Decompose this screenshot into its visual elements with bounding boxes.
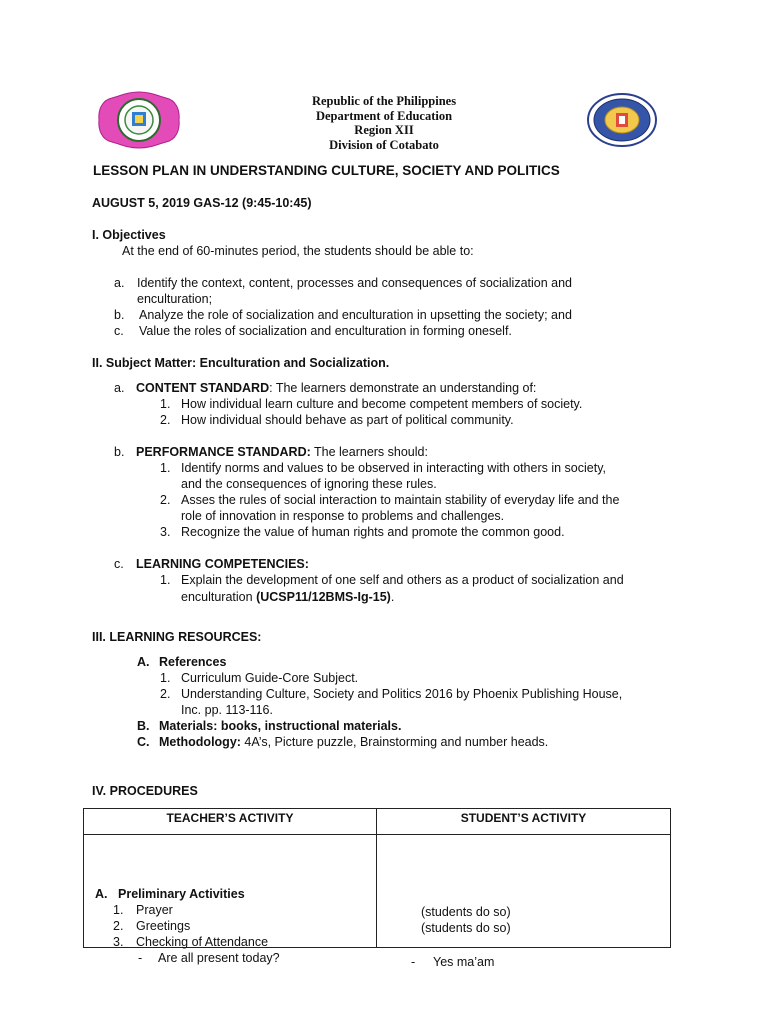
col-student-header: STUDENT’S ACTIVITY xyxy=(377,809,671,835)
performance-standard-text: The learners should: xyxy=(310,445,428,459)
student-activity-cell xyxy=(377,835,671,969)
col-teacher-header: TEACHER’S ACTIVITY xyxy=(84,809,377,835)
list-number: 3. xyxy=(160,525,171,539)
list-number: 2. xyxy=(160,413,171,427)
competency-item: Explain the development of one self and others as a product of socialization and xyxy=(181,573,624,587)
resources-heading: III. LEARNING RESOURCES: xyxy=(92,630,262,644)
list-number: 2. xyxy=(160,493,171,507)
performance-item-1-cont: and the consequences of ignoring these rules. xyxy=(181,477,437,491)
materials: Materials: books, instructional materials. xyxy=(159,719,402,733)
deped-seal xyxy=(587,93,657,147)
student-item-2: (students do so) xyxy=(421,921,511,935)
list-marker: B. xyxy=(137,719,150,733)
list-number: 1. xyxy=(160,461,171,475)
methodology-text: 4A’s, Picture puzzle, Brainstorming and number heads. xyxy=(240,735,549,749)
competency-end: . xyxy=(390,590,395,604)
teacher-sub-question: Are all present today? xyxy=(158,951,280,965)
references-label: References xyxy=(159,655,227,669)
header-country: Republic of the Philippines xyxy=(311,94,457,108)
dash-marker: - xyxy=(411,955,416,969)
procedures-table xyxy=(83,808,671,969)
reference-item-1: Curriculum Guide-Core Subject. xyxy=(181,671,359,685)
methodology-label: Methodology: xyxy=(159,735,241,749)
procedures-heading: IV. PROCEDURES xyxy=(92,784,198,798)
objective-item-a: Identify the context, content, processes and consequences of socialization and xyxy=(137,276,572,290)
list-number: 1. xyxy=(160,671,171,685)
learning-competencies-label: LEARNING COMPETENCIES: xyxy=(136,557,309,571)
teacher-item-prayer: Prayer xyxy=(136,903,173,917)
teacher-item-greetings: Greetings xyxy=(136,919,191,933)
performance-item-3: Recognize the value of human rights and promote the common good. xyxy=(181,525,565,539)
reference-item-2: Understanding Culture, Society and Politics 2016 by Phoenix Publishing House, xyxy=(181,687,623,701)
objective-item-b: Analyze the role of socialization and enculturation in upsetting the society; and xyxy=(139,308,572,322)
date-line: AUGUST 5, 2019 GAS-12 (9:45-10:45) xyxy=(92,196,312,210)
competency-code: (UCSP11/12BMS-Ig-15) xyxy=(256,590,391,604)
header-department: Department of Education xyxy=(315,108,453,123)
content-standard-item-1: How individual learn culture and become competent members of society. xyxy=(181,397,583,411)
section-label: Preliminary Activities xyxy=(118,887,245,901)
objectives-heading: I. Objectives xyxy=(92,228,166,242)
objective-item-c: Value the roles of socialization and enculturation in forming oneself. xyxy=(139,324,512,338)
list-marker: c. xyxy=(114,324,124,338)
list-marker: c. xyxy=(114,557,124,571)
list-marker: A. xyxy=(137,655,150,669)
teacher-item-attendance: Checking of Attendance xyxy=(136,935,269,949)
teacher-activity-cell xyxy=(84,835,377,965)
section-marker: A. xyxy=(95,887,108,901)
dash-marker: - xyxy=(138,951,143,965)
list-marker: C. xyxy=(137,735,150,749)
page-title: LESSON PLAN IN UNDERSTANDING CULTURE, SOCIETY AND POLITICS xyxy=(93,163,560,178)
student-sub-answer: Yes ma’am xyxy=(433,955,495,969)
competency-item-cont xyxy=(181,590,394,604)
objective-item-a-cont: enculturation; xyxy=(137,292,213,306)
list-number: 1. xyxy=(160,397,171,411)
content-standard-label: CONTENT STANDARD xyxy=(136,381,270,395)
list-number: 1. xyxy=(113,903,124,917)
performance-standard-label: PERFORMANCE STANDARD: xyxy=(136,445,311,459)
objectives-intro: At the end of 60-minutes period, the students should be able to: xyxy=(122,244,474,258)
performance-item-2: Asses the rules of social interaction to maintain stability of everyday life and the xyxy=(181,493,620,507)
content-standard-text: : The learners demonstrate an understanding of: xyxy=(269,381,537,395)
list-number: 2. xyxy=(160,687,171,701)
student-item-1: (students do so) xyxy=(421,905,511,919)
header-division: Division of Cotabato xyxy=(329,137,439,152)
reference-item-2-cont: Inc. pp. 113-116. xyxy=(181,703,273,717)
table-row xyxy=(84,835,671,948)
performance-standard xyxy=(136,445,428,459)
content-standard-item-2: How individual should behave as part of political community. xyxy=(181,413,514,427)
subject-matter-heading: II. Subject Matter: Enculturation and Socialization. xyxy=(92,356,390,370)
content-standard xyxy=(136,381,536,395)
header-region: Region XII xyxy=(354,123,414,137)
performance-item-1: Identify norms and values to be observed in interacting with others in society, xyxy=(181,461,606,475)
list-marker: b. xyxy=(114,308,125,322)
list-number: 1. xyxy=(160,573,171,587)
list-number: 3. xyxy=(113,935,124,949)
list-marker: b. xyxy=(114,445,125,459)
table-header-row xyxy=(84,809,671,835)
list-number: 2. xyxy=(113,919,124,933)
performance-item-2-cont: role of innovation in response to problems and challenges. xyxy=(181,509,505,523)
list-marker: a. xyxy=(114,276,125,290)
competency-text: enculturation xyxy=(181,590,257,604)
methodology xyxy=(159,735,548,749)
list-marker: a. xyxy=(114,381,125,395)
